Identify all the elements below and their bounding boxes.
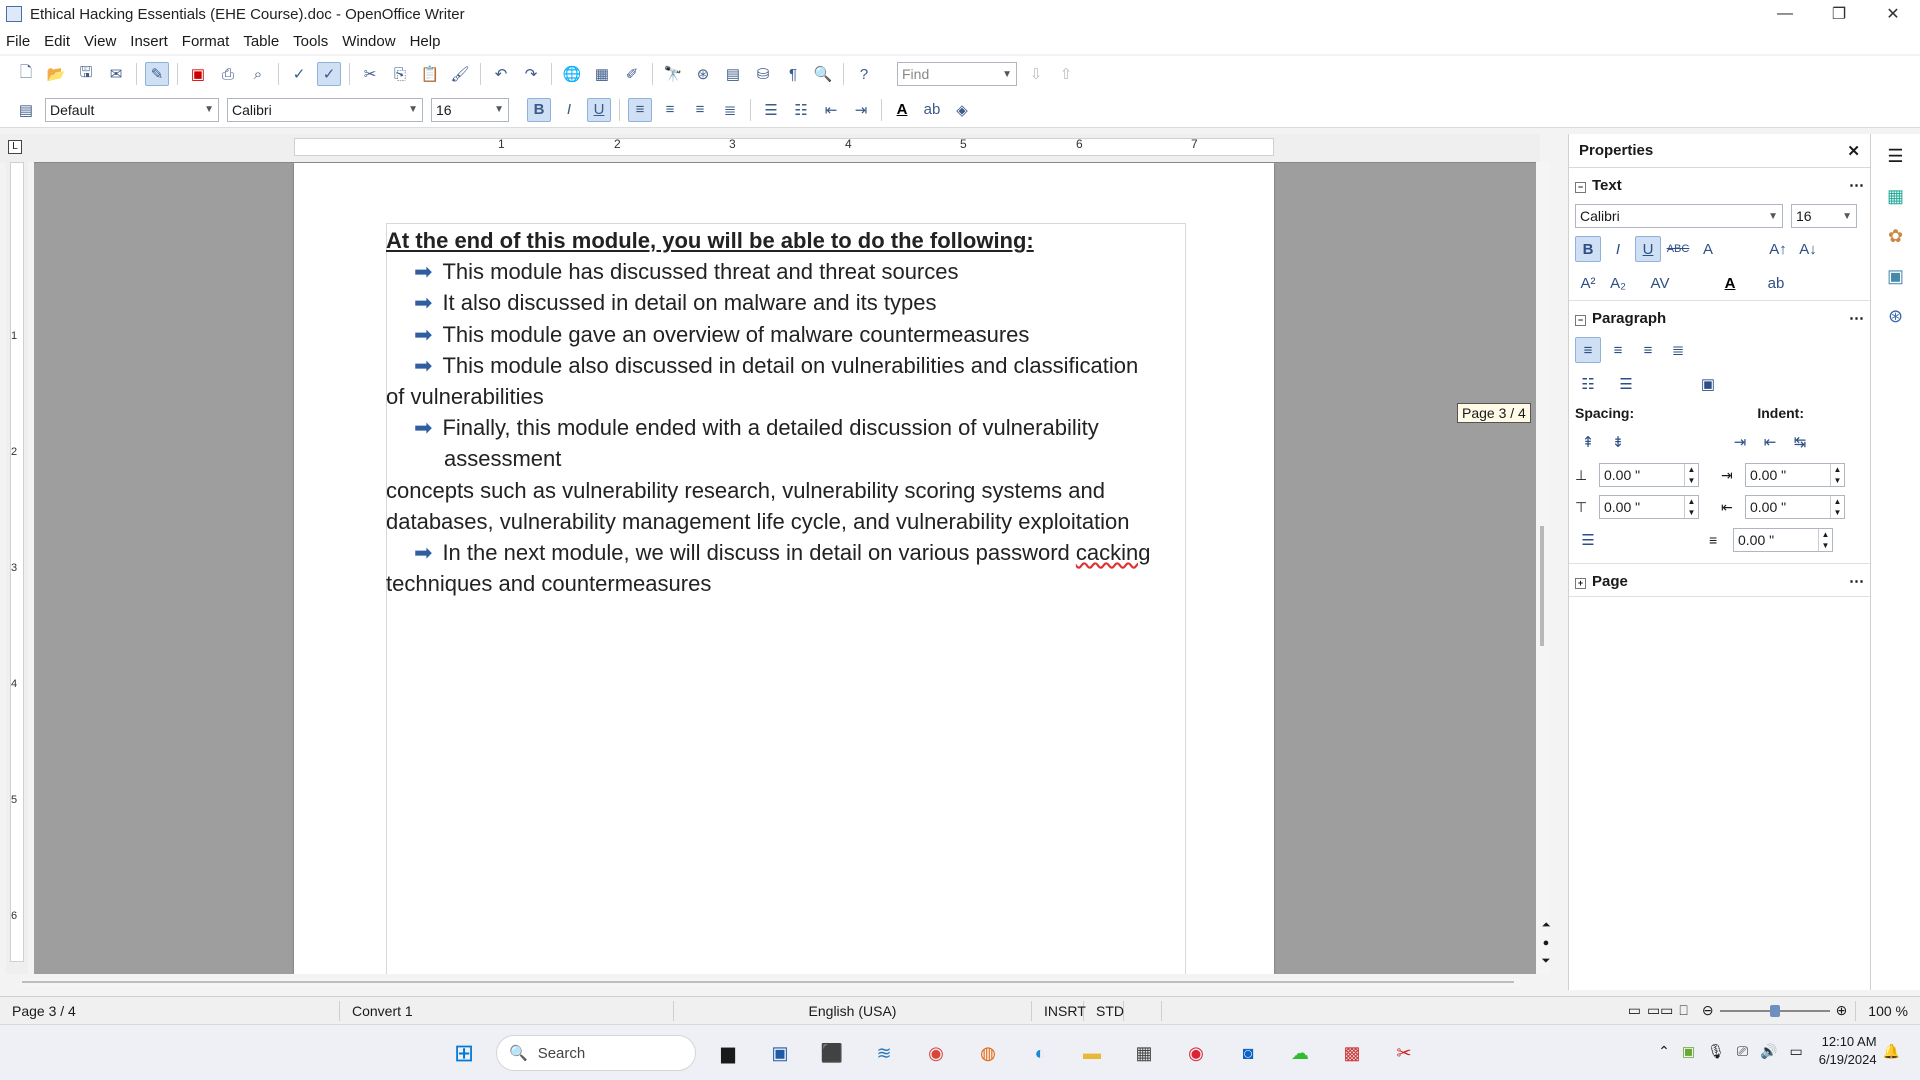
format-paintbrush-icon[interactable]: 🖌 [450, 66, 470, 83]
chevron-down-icon[interactable]: ▼ [1002, 68, 1012, 80]
section-header[interactable] [1575, 570, 1864, 592]
strikethrough-icon[interactable]: ABC [1666, 243, 1690, 255]
system-tray [1652, 1033, 1906, 1069]
paragraph-style-value: Default [50, 101, 95, 118]
align-center-icon[interactable]: ≡ [1613, 341, 1623, 359]
arrow-bullet-icon: ➡ [414, 259, 433, 285]
scroll-thumb[interactable] [22, 981, 1514, 983]
menu-edit[interactable]: Edit [44, 32, 71, 50]
find-replace-icon[interactable]: 🔭 [663, 66, 683, 83]
spacing-label: Spacing: [1575, 405, 1635, 421]
redo-icon[interactable]: ↷ [524, 66, 538, 83]
formatting-marks-icon[interactable]: ¶ [788, 65, 798, 83]
chevron-down-icon[interactable]: ▼ [1768, 210, 1778, 222]
collapse-icon[interactable]: − [1575, 182, 1586, 193]
ruler-number: 1 [11, 330, 18, 342]
status-page-style[interactable]: Convert 1 [340, 1001, 674, 1021]
chevron-down-icon[interactable]: ▼ [204, 104, 214, 115]
superscript-icon[interactable]: A² [1580, 274, 1596, 292]
list-item [386, 412, 1186, 474]
multi-page-view-icon[interactable]: ▭▭ [1646, 1002, 1674, 1018]
increase-indent-icon[interactable]: ⇥ [854, 101, 868, 119]
vertical-ruler[interactable] [6, 162, 28, 974]
sidebar-deck [1870, 134, 1920, 990]
ruler-track [294, 138, 1274, 156]
justify-icon[interactable]: ≣ [1671, 342, 1685, 359]
taskbar-search[interactable] [496, 1035, 696, 1071]
above-paragraph-icon: ⊥ [1575, 466, 1588, 483]
new-document-icon[interactable]: 🗋 [19, 63, 33, 81]
more-options-icon[interactable]: ⋯ [1849, 310, 1864, 327]
close-icon[interactable]: ✕ [1847, 142, 1860, 160]
zoom-out-icon[interactable]: ⊖ [1701, 1002, 1714, 1018]
paragraph: concepts such as vulnerability research, vulnerability scoring systems and databases, vulnerability management life cycle, and vulnerability exploitation [386, 477, 1130, 534]
ruler-number: 5 [960, 137, 967, 151]
spin-arrows-icon[interactable]: ▲ ▼ [1684, 496, 1698, 518]
close-button[interactable]: ✕ [1886, 6, 1900, 23]
menu-insert[interactable]: Insert [130, 32, 168, 50]
arrow-bullet-icon: ➡ [414, 540, 433, 566]
text-section-title: Text [1592, 176, 1622, 194]
next-page-icon[interactable]: ⏷ [1541, 955, 1551, 967]
ruler-number: 5 [11, 794, 18, 806]
numbering-icon[interactable]: ☰ [1619, 376, 1633, 393]
print-preview-icon[interactable]: ⌕ [253, 65, 263, 83]
spacing-buttons-row [1575, 429, 1864, 455]
indent-label: Indent: [1757, 405, 1804, 421]
single-page-view-icon[interactable]: ▭ [1627, 1002, 1641, 1018]
clock-time: 12:10 AM [1821, 1034, 1877, 1049]
ruler-number: 7 [1191, 137, 1198, 151]
gallery-icon[interactable]: ▣ [1886, 265, 1904, 286]
spellcheck-icon[interactable]: ✓ [292, 66, 306, 83]
email-icon[interactable]: ✉ [109, 66, 123, 83]
before-text-spin[interactable] [1745, 463, 1845, 487]
edge-icon[interactable]: ◐ [1034, 1042, 1046, 1063]
status-selection-mode[interactable]: STD [1084, 1001, 1124, 1021]
line-spacing-row [1575, 527, 1864, 553]
sidebar-header [1569, 134, 1870, 168]
chevron-up-icon[interactable]: ⌃ [1658, 1042, 1670, 1059]
list-item [386, 287, 1186, 318]
store-icon[interactable]: ▣ [771, 1042, 789, 1063]
horizontal-scrollbar[interactable] [20, 978, 1520, 986]
after-text-icon: ⇤ [1721, 498, 1733, 515]
more-options-icon[interactable]: ⋯ [1849, 177, 1864, 194]
background-color-icon[interactable]: ◈ [956, 101, 968, 119]
highlighting-icon[interactable]: ab [1767, 274, 1785, 292]
windows-start-icon[interactable]: ⊞ [453, 1039, 475, 1067]
task-view-icon[interactable]: ▆ [721, 1042, 735, 1063]
navigator-icon[interactable]: ⊛ [696, 66, 710, 83]
chevron-down-icon[interactable]: ▼ [408, 104, 418, 115]
bold-icon[interactable]: B [527, 98, 551, 122]
document-page[interactable] [294, 163, 1274, 974]
sidebar-font-value: Calibri [1580, 208, 1620, 224]
toolbar-separator [619, 99, 620, 121]
export-pdf-icon[interactable]: ▣ [190, 66, 206, 83]
ruler-number: 4 [11, 678, 18, 690]
spin-arrows-icon[interactable]: ▲ ▼ [1684, 464, 1698, 486]
spin-arrows-icon[interactable]: ▲ ▼ [1818, 529, 1832, 551]
before-text-icon: ⇥ [1721, 466, 1733, 483]
page-navigation [1536, 916, 1556, 970]
sidebar-font-select[interactable] [1575, 204, 1783, 228]
navigation-icon[interactable]: ● [1542, 937, 1550, 949]
taskbar [0, 1024, 1920, 1080]
window-controls [1758, 0, 1920, 28]
page-section [1569, 564, 1870, 597]
list-item-text: In the next module, we will discuss in detail on various password [442, 540, 1070, 566]
font-color-icon[interactable]: A [1724, 274, 1736, 292]
after-text-spin[interactable] [1745, 495, 1845, 519]
zoom-slider-thumb[interactable] [1770, 1005, 1780, 1017]
arrow-bullet-icon: ➡ [414, 290, 433, 316]
sidebar-size-value: 16 [1796, 208, 1812, 224]
hyperlink-icon[interactable]: 🌐 [562, 66, 582, 83]
cut-icon[interactable]: ✂ [363, 66, 377, 83]
data-sources-icon[interactable]: ⛁ [756, 66, 770, 83]
draw-functions-icon[interactable]: ✐ [625, 66, 639, 83]
document-body[interactable] [386, 225, 1186, 599]
snipping-tool-icon[interactable]: ✂ [1396, 1042, 1412, 1063]
network-icon[interactable]: ⎚ [1736, 1042, 1749, 1059]
font-color-icon[interactable]: A [896, 101, 908, 118]
bullets-icon[interactable]: ☷ [1581, 376, 1595, 393]
font-row [1575, 204, 1864, 228]
expand-icon[interactable]: + [1575, 578, 1586, 589]
title-bar [0, 0, 1920, 28]
menu-view[interactable]: View [84, 32, 117, 50]
media-app-icon[interactable]: ▩ [1343, 1042, 1361, 1063]
table-icon[interactable]: ▦ [594, 66, 610, 83]
first-line-icon: ≡ [1709, 532, 1718, 548]
calendar-icon[interactable]: ▦ [1135, 1042, 1153, 1063]
section-header[interactable] [1575, 307, 1864, 329]
open-folder-icon[interactable]: 📂 [46, 66, 66, 83]
notification-bell-icon[interactable]: 🔔 [1882, 1042, 1900, 1059]
decrease-font-icon[interactable]: A↓ [1799, 240, 1817, 258]
spin-arrows-icon[interactable]: ▲ ▼ [1830, 496, 1844, 518]
paragraph: of vulnerabilities [386, 384, 544, 410]
find-previous-icon[interactable]: ⇧ [1059, 66, 1073, 83]
below-paragraph-spin[interactable] [1599, 495, 1699, 519]
chevron-down-icon[interactable]: ▼ [494, 104, 504, 115]
chat-icon[interactable]: ☁ [1291, 1042, 1309, 1063]
collapse-icon[interactable]: − [1575, 315, 1586, 326]
above-paragraph-value: 0.00 " [1604, 467, 1641, 483]
file-explorer-icon[interactable]: ▬ [1083, 1042, 1101, 1063]
spin-arrows-icon[interactable]: ▲ ▼ [1830, 464, 1844, 486]
formatting-toolbar [0, 92, 1920, 128]
tray-app-icon[interactable]: ▣ [1681, 1042, 1696, 1059]
find-next-icon[interactable]: ⇩ [1029, 66, 1043, 83]
chevron-down-icon[interactable]: ▼ [1842, 210, 1852, 222]
arrow-bullet-icon: ➡ [414, 415, 433, 441]
italic-icon[interactable]: I [566, 101, 572, 118]
gallery-icon[interactable]: ▤ [725, 66, 741, 83]
acrobat-icon[interactable]: ⬛ [820, 1042, 844, 1063]
align-right-icon[interactable]: ≡ [1643, 341, 1653, 359]
font-size-select[interactable] [431, 98, 509, 122]
module-heading: At the end of this module, you will be able to do the following: [386, 228, 1034, 253]
above-paragraph-spin[interactable] [1599, 463, 1699, 487]
increase-font-icon[interactable]: A↑ [1769, 240, 1787, 258]
status-bar [0, 996, 1920, 1024]
decrease-spacing-icon[interactable]: ⇟ [1611, 434, 1625, 451]
font-size-value: 16 [436, 101, 452, 118]
battery-icon[interactable]: ▭ [1789, 1042, 1803, 1059]
list-item-text: This module gave an overview of malware countermeasures [442, 321, 1030, 347]
increase-indent-icon[interactable]: ⇥ [1733, 434, 1747, 451]
find-placeholder: Find [902, 66, 930, 82]
toolbar-separator [177, 63, 178, 85]
firefox-icon[interactable]: ◍ [980, 1042, 996, 1063]
menu-table[interactable]: Table [243, 32, 280, 50]
subscript-icon[interactable]: A₂ [1610, 274, 1626, 292]
paragraph: techniques and countermeasures [386, 571, 712, 597]
align-right-icon[interactable]: ≡ [695, 101, 705, 118]
after-text-value: 0.00 " [1750, 499, 1787, 515]
hanging-indent-icon[interactable]: ↹ [1793, 434, 1807, 451]
font-name-select[interactable] [227, 98, 423, 122]
writer-app-icon [6, 6, 22, 22]
decrease-indent-icon[interactable]: ⇤ [824, 101, 838, 119]
screen-recorder-icon[interactable]: ◉ [1188, 1042, 1204, 1063]
first-line-spin[interactable] [1733, 528, 1833, 552]
first-line-value: 0.00 " [1738, 532, 1775, 548]
list-item-text: It also discussed in detail on malware and its types [442, 290, 937, 316]
styles-formatting-icon[interactable]: ▤ [18, 101, 34, 119]
text-section [1569, 168, 1870, 301]
underline-icon[interactable]: U [1635, 236, 1661, 262]
horizontal-ruler[interactable] [0, 134, 1540, 162]
align-center-icon[interactable]: ≡ [665, 101, 675, 118]
help-icon[interactable]: ? [859, 65, 869, 83]
standard-toolbar [0, 56, 1920, 92]
clock[interactable] [1819, 1033, 1877, 1069]
ruler-number: 2 [614, 137, 621, 151]
restore-button[interactable]: ❐ [1831, 6, 1847, 23]
menu-tools[interactable]: Tools [293, 32, 329, 50]
menu-window[interactable]: Window [342, 32, 396, 50]
ruler-number: 3 [729, 137, 736, 151]
chrome-icon[interactable]: ◉ [928, 1042, 944, 1063]
italic-icon[interactable]: I [1615, 240, 1621, 258]
microphone-icon[interactable]: 🎙 [1707, 1042, 1725, 1059]
previous-page-icon[interactable]: ⏶ [1541, 919, 1551, 931]
text-style-row [1575, 236, 1864, 262]
arrow-bullet-icon: ➡ [414, 352, 433, 378]
menu-file[interactable]: File [6, 32, 31, 50]
ruler-number: 2 [11, 446, 18, 458]
window-title: Ethical Hacking Essentials (EHE Course).doc - OpenOffice Writer [30, 5, 465, 23]
ruler-number: 6 [11, 910, 18, 922]
paragraph-background-icon[interactable]: ▣ [1700, 376, 1716, 393]
font-name-value: Calibri [232, 101, 272, 118]
save-icon[interactable]: 🖫 [79, 63, 93, 81]
page-section-title: Page [1592, 572, 1628, 590]
ruler-number: 1 [498, 137, 505, 151]
status-language[interactable]: English (USA) [674, 1001, 1032, 1021]
list-item [386, 350, 1186, 381]
list-item-text: This module also discussed in detail on vulnerabilities and classification [442, 352, 1139, 378]
vertical-scrollbar[interactable] [1536, 162, 1550, 974]
toolbar-separator [136, 63, 137, 85]
navigator-icon[interactable]: ⊛ [1887, 305, 1904, 326]
outlook-icon[interactable]: ◙ [1242, 1042, 1254, 1063]
sidebar-size-select[interactable] [1791, 204, 1857, 228]
toolbar-separator [278, 63, 279, 85]
below-spacing-row [1575, 495, 1864, 519]
toolbar-separator [480, 63, 481, 85]
numbering-icon[interactable]: ☰ [764, 101, 778, 119]
above-spacing-row [1575, 463, 1864, 487]
section-header[interactable] [1575, 174, 1864, 196]
search-icon: 🔍 [509, 1045, 528, 1062]
page-tooltip: Page 3 / 4 [1457, 403, 1531, 423]
status-zoom[interactable]: 100 % [1855, 1001, 1920, 1021]
list-item [386, 537, 1186, 568]
shadow-icon[interactable]: A [1702, 240, 1713, 258]
paste-icon[interactable]: 📋 [420, 66, 440, 83]
book-view-icon[interactable]: ⎕ [1679, 1002, 1688, 1018]
list-item-text: This module has discussed threat and threat sources [442, 259, 959, 285]
ruler-number: 6 [1076, 137, 1083, 151]
underline-icon[interactable]: U [587, 98, 611, 122]
text-effects-row [1575, 270, 1864, 296]
menu-bar [0, 28, 1920, 54]
decrease-indent-icon[interactable]: ⇤ [1763, 434, 1777, 451]
more-options-icon[interactable]: ⋯ [1849, 573, 1864, 590]
line-spacing-icon[interactable]: ☰ [1581, 532, 1595, 549]
properties-icon[interactable]: ▦ [1886, 185, 1904, 206]
toolbar-separator [750, 99, 751, 121]
below-paragraph-icon: ⊤ [1575, 498, 1588, 515]
paragraph-style-select[interactable] [45, 98, 219, 122]
zoom-icon[interactable]: 🔍 [813, 66, 833, 83]
toolbar-separator [843, 63, 844, 85]
status-signature [1124, 1001, 1162, 1021]
paragraph-section-title: Paragraph [1592, 309, 1667, 327]
undo-icon[interactable]: ↶ [494, 66, 508, 83]
before-text-value: 0.00 " [1750, 467, 1787, 483]
status-insert-mode[interactable]: INSRT [1032, 1001, 1084, 1021]
spacing-indent-labels [1575, 405, 1864, 421]
toolbar-separator [881, 99, 882, 121]
status-page[interactable]: Page 3 / 4 [0, 1001, 340, 1021]
justify-icon[interactable]: ≣ [723, 101, 737, 119]
search-label: Search [537, 1044, 586, 1062]
toolbar-separator [551, 63, 552, 85]
openoffice-icon[interactable]: ≋ [876, 1042, 892, 1063]
list-item [386, 319, 1186, 350]
tab-stop-icon[interactable]: L [8, 140, 22, 154]
align-left-icon[interactable]: ≡ [1575, 337, 1601, 363]
menu-help[interactable]: Help [409, 32, 441, 50]
clock-date: 6/19/2024 [1818, 1052, 1877, 1067]
ruler-number: 3 [11, 562, 18, 574]
arrow-bullet-icon: ➡ [414, 321, 433, 347]
print-icon[interactable]: ⎙ [221, 65, 234, 83]
list-item [386, 256, 1186, 287]
volume-icon[interactable]: 🔊 [1760, 1042, 1778, 1059]
copy-icon[interactable]: ⎘ [393, 65, 406, 83]
edit-mode-icon[interactable]: ✎ [145, 62, 169, 86]
autospellcheck-icon[interactable]: ✓ [317, 62, 341, 86]
align-left-icon[interactable]: ≡ [628, 98, 652, 122]
below-paragraph-value: 0.00 " [1604, 499, 1641, 515]
properties-sidebar [1568, 134, 1870, 990]
minimize-button[interactable]: — [1777, 5, 1793, 22]
bullets-icon[interactable]: ☷ [794, 101, 808, 119]
toolbar-separator [349, 63, 350, 85]
menu-format[interactable]: Format [181, 32, 230, 50]
styles-icon[interactable]: ✿ [1887, 225, 1904, 246]
zoom-slider[interactable] [1720, 1010, 1830, 1012]
ruler-number: 4 [845, 137, 852, 151]
increase-spacing-icon[interactable]: ⇞ [1581, 434, 1595, 451]
alignment-row [1575, 337, 1864, 363]
paragraph-section [1569, 301, 1870, 564]
list-item-text: Finally, this module ended with a detailed discussion of vulnerability assessment [442, 415, 1099, 472]
misspelled-word[interactable]: cacking [1075, 540, 1151, 566]
zoom-in-icon[interactable]: ⊕ [1835, 1002, 1848, 1018]
find-input[interactable] [897, 62, 1017, 86]
toolbar-separator [652, 63, 653, 85]
menu-icon[interactable]: ☰ [1887, 145, 1904, 166]
highlighting-icon[interactable]: ab [923, 101, 941, 118]
list-row [1575, 371, 1864, 397]
taskbar-apps [438, 1033, 1430, 1073]
bold-icon[interactable]: B [1575, 236, 1601, 262]
document-workspace[interactable] [34, 162, 1536, 974]
scroll-thumb[interactable] [1540, 526, 1544, 646]
character-spacing-icon[interactable]: AV [1650, 274, 1670, 292]
sidebar-title: Properties [1579, 142, 1654, 159]
